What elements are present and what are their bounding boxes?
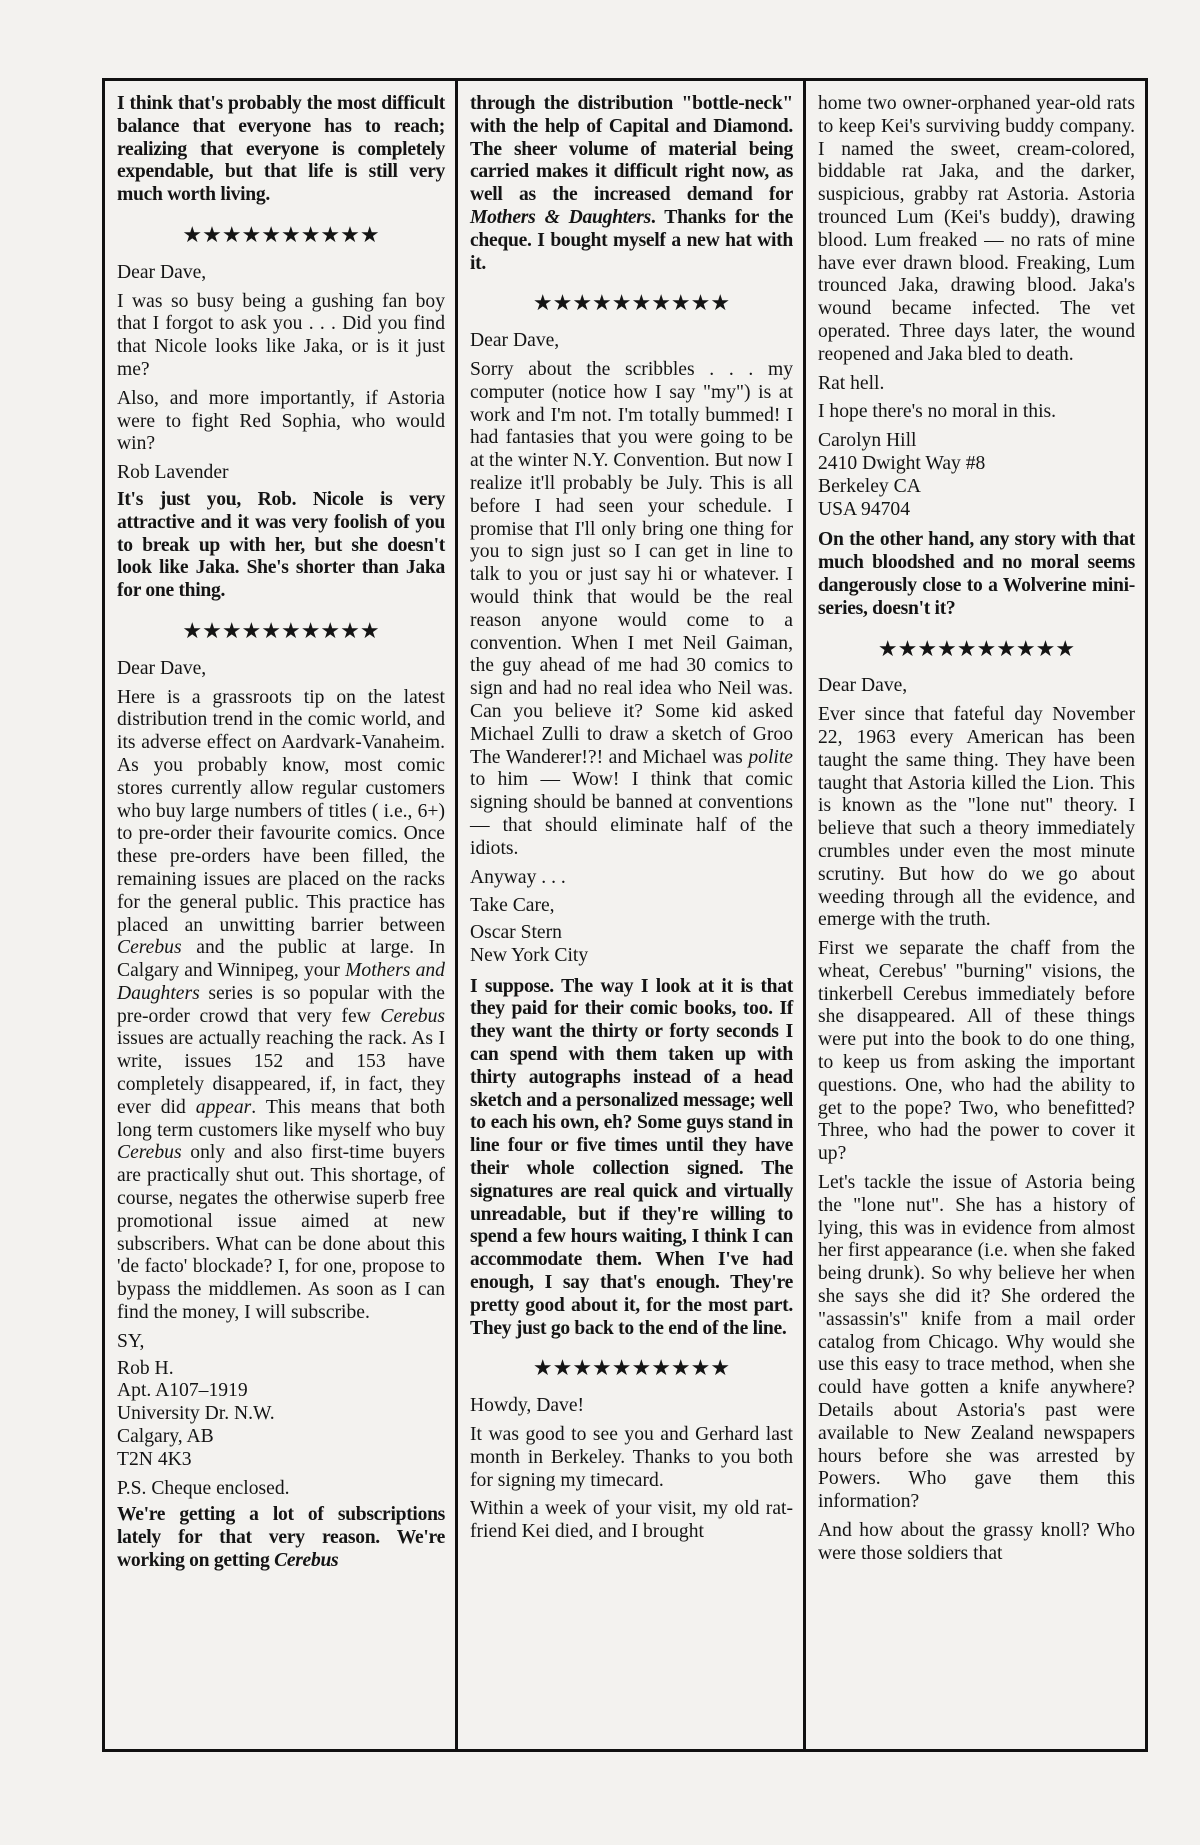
letter-paragraph: Also, and more importantly, if Astoria were to fight Red Sophia, who would win? (117, 387, 445, 455)
star-separator: ★★★★★★★★★★ (532, 1356, 731, 1382)
letter-paragraph: First we separate the chaff from the wheat, Cerebus' "burning" visions, the tinkerbell Cerebus immediately before she disappeared. All of these things were put into the book to do one thing, to keep us from asking the important questions. One, who had the ability to get to the pope? Two, who benefitted? Three, who had the power to cover it up? (818, 938, 1135, 1165)
letter-closing: Take Care, (470, 895, 555, 917)
letter-paragraph: And how about the grassy knoll? Who were those soldiers that (818, 1520, 1135, 1564)
column-2 (455, 81, 803, 1749)
letter-paragraph: I was so busy being a gushing fan boy that I forgot to ask you . . . Did you find that Nicole looks like Jaka, or is it just me? (117, 290, 445, 380)
star-separator: ★★★★★★★★★★ (182, 222, 380, 248)
column-1 (105, 81, 455, 1749)
editor-reply: On the other hand, any story with that much bloodshed and no moral seems dangerously close to a Wolverine mini-series, doesn't it? (818, 529, 1135, 619)
editor-reply: I think that's probably the most difficult balance that everyone has to reach; realizing that everyone is completely expendable, but that life is still very much worth living. (117, 93, 445, 206)
letter-address: Rob H. Apt. A107–1919 University Dr. N.W. Calgary, AB T2N 4K3 (117, 1357, 275, 1470)
letter-paragraph: Within a week of your visit, my old rat-friend Kei died, and I brought (470, 1498, 793, 1543)
letter-paragraph: Let's tackle the issue of Astoria being the "lone nut". She has a history of lying, this was in evidence from almost her first appearance (i.e. when she faked being drunk). So why believe her when she says she did it? She ordered the "assassin's" knife from a mail order catalog from Chicago. Why would she use this easy to trace method, when she could have gotten a knife anywhere? Details about Astoria's past were available to New Zealand newspapers hours before she was arrested by Powers. Who gave them this information? (818, 1172, 1135, 1513)
letter-paragraph: Here is a grassroots tip on the latest distribution trend in the comic world, and its adverse effect on Aardvark-Vanaheim. As you probably know, most comic stores currently allow regular customers who buy large numbers of titles ( i.e., 6+) to pre-order their favourite comics. Once these pre-orders have been filled, the remaining issues are placed on the racks for the general public. This practice has placed an unwitting barrier between Cerebus and the public at large. In Calgary and Winnipeg, your Mothers and Daughters series is so popular with the pre-order crowd that very few Cerebus issues are actually reaching the rack. As I write, issues 152 and 153 have completely disappeared, if, in fact, they ever did appear. This means that both long term customers like myself who buy Cerebus only and also first-time buyers are practically shut out. This shortage, of course, negates the otherwise superb free promotional issue aimed at new subscribers. What can be done about this 'de facto' blockade? I, for one, propose to bypass the middlemen. As soon as I can find the money, I will subscribe. (117, 686, 445, 1324)
star-separator: ★★★★★★★★★★ (532, 291, 731, 317)
editor-reply: through the distribution "bottle-neck" with the help of Capital and Diamond. The sheer volume of material being carried makes it difficult right now, as well as the increased demand for Mothers & Daughters. Thanks for the cheque. I bought myself a new hat with it. (470, 93, 793, 274)
letter-greeting: Dear Dave, (117, 657, 207, 679)
column-3 (803, 81, 1145, 1749)
editor-reply: We're getting a lot of subscriptions lately for that very reason. We're working on getting Cerebus (117, 1504, 445, 1572)
letter-paragraph: Anyway . . . (470, 866, 566, 888)
star-separator: ★★★★★★★★★★ (182, 618, 380, 644)
letter-paragraph: Sorry about the scribbles . . . my computer (notice how I say "my") is at work and I'm not. I'm totally bummed! I had fantasies that you were going to be at the winter N.Y. Convention. But now I realize it'll probably be July. This is all before I had seen your schedule. I promise that I'll only bring one thing for you to sign just so I can get in line to talk to you or just say hi or whatever. I would think that would be the real reason anyone would come to a convention. When I met Neil Gaiman, the guy ahead of me had 30 comics to sign and had no real idea who Neil was. Can you believe it? Some kid asked Michael Zulli to draw a sketch of Groo The Wanderer!?! and Michael was polite to him — Wow! I think that comic signing should be banned at conventions— that should eliminate half of the idiots. (470, 358, 793, 859)
editor-reply: It's just you, Rob. Nicole is very attractive and it was very foolish of you to break up with her, but she doesn't look like Jaka. She's shorter than Jaka for one thing. (117, 488, 445, 602)
letter-greeting: Dear Dave, (470, 330, 560, 352)
letter-signature: Oscar Stern New York City (470, 922, 589, 966)
letter-closing: SY, (117, 1330, 145, 1352)
letter-paragraph: It was good to see you and Gerhard last month in Berkeley. Thanks to you both for signing my timecard. (470, 1424, 793, 1491)
letter-signature: Rob Lavender (117, 462, 229, 484)
letter-paragraph: home two owner-orphaned year-old rats to keep Kei's surviving buddy company. I named the sweet, cream-colored, biddable rat Jaka, and the darker, suspicious, grabby rat Astoria. Astoria trounced Lum (Kei's buddy), drawing blood. Lum freaked — no rats of mine have ever drawn blood. Freaking, Lum trounced Jaka, drawing blood. Jaka's wound became infected. The vet operated. Three days later, the wound reopened and Jaka bled to death. (818, 93, 1135, 365)
letters-page (102, 78, 1148, 1752)
editor-reply: I suppose. The way I look at it is that they paid for their comic books, too. If they want the thirty or forty seconds I can spend with them taken up with thirty autographs instead of a head sketch and a personalized message; well to each his own, eh? Some guys stand in line four or five times until they have their whole collection signed. The signatures are real quick and virtually unreadable, but if they're willing to spend a few hours waiting, I think I can accommodate them. When I've had enough, I say that's enough. They're pretty good about it, for the most part. They just go back to the end of the line. (470, 975, 793, 1339)
star-separator: ★★★★★★★★★★ (877, 636, 1076, 662)
letter-greeting: Dear Dave, (117, 261, 207, 283)
letter-greeting: Dear Dave, (818, 675, 908, 697)
letter-greeting: Howdy, Dave! (470, 1395, 585, 1417)
letter-paragraph: Rat hell. (818, 372, 885, 394)
letter-postscript: P.S. Cheque enclosed. (117, 1477, 290, 1499)
letter-paragraph: I hope there's no moral in this. (818, 401, 1057, 423)
letter-address: Carolyn Hill 2410 Dwight Way #8 Berkeley CA USA 94704 (818, 430, 986, 520)
letter-paragraph: Ever since that fateful day November 22, 1963 every American has been taught the same thing. They have been taught that Astoria killed the Lion. This is known as the "lone nut" theory. I believe that such a theory immediately crumbles under even the most minute scrutiny. But how do we go about weeding through all the evidence, and emerge with the truth. (818, 704, 1135, 931)
